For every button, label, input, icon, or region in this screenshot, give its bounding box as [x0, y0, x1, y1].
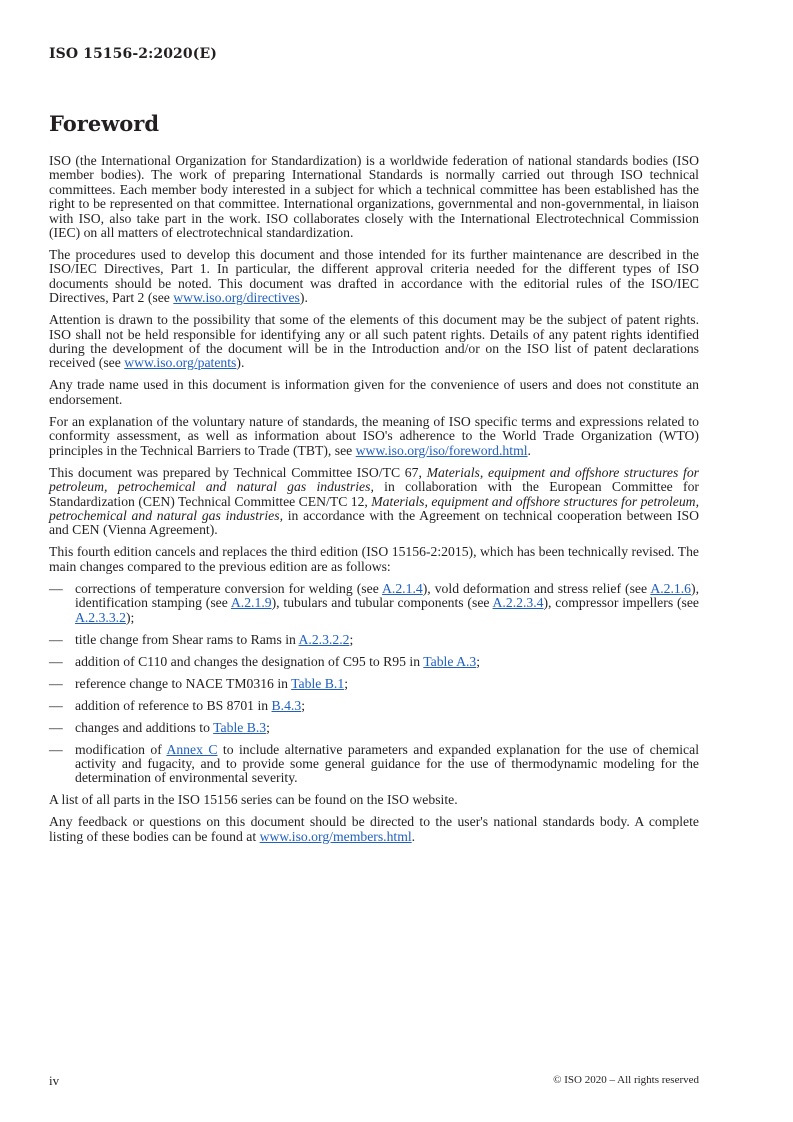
list-item: — addition of C110 and changes the designation of C95 to R95 in Table A.3;	[49, 653, 481, 669]
paragraph-trade-name: Any trade name used in this document is information given for the convenience of users and does not constitute an endorsement.	[49, 377, 699, 407]
link-table-a-3[interactable]: Table A.3	[423, 653, 477, 669]
copyright-notice: © ISO 2020 – All rights reserved	[553, 1074, 699, 1086]
list-item: — addition of reference to BS 8701 in B.4.3;	[49, 697, 306, 713]
list-item: — title change from Shear rams to Rams in A.2.3.2.2;	[49, 631, 354, 647]
paragraph-committee: This document was prepared by Technical Committee ISO/TC 67, Materials, equipment and offshore structures for petroleum, petrochemical and natural gas industries, in collaboration with the European Committee for Standardization (CEN) Technical Committee CEN/TC 12, Materials, equipment and offshore structures for petroleum, petrochemical and natural gas industries, in accordance with the Agreement on technical cooperation between ISO and CEN (Vienna Agreement).	[49, 464, 699, 538]
link-b-4-3[interactable]: B.4.3	[271, 697, 302, 713]
list-item: — reference change to NACE TM0316 in Table B.1;	[49, 675, 348, 691]
link-annex-c[interactable]: Annex C	[166, 741, 218, 757]
link-a-2-3-3-2[interactable]: A.2.3.3.2	[75, 609, 126, 625]
paragraph-procedures: The procedures used to develop this document and those intended for its further maintenance are described in the ISO/IEC Directives, Part 1. In particular, the different approval criteria needed for the different types of ISO documents should be noted. This document was drafted in accordance with the editorial rules of the ISO/IEC Directives, Part 2 (see www.iso.org/directives).	[49, 247, 699, 306]
paragraph-edition: This fourth edition cancels and replaces the third edition (ISO 15156-2:2015), which has been technically revised. The main changes compared to the previous edition are as follows:	[49, 544, 699, 574]
list-item: — modification of Annex C to include alternative parameters and expanded explanation for the use of chemical activity and fugacity, and to provide some general guidance for the use of thermodynamic modeling for the determination of environmental severity.	[49, 741, 700, 786]
link-directives[interactable]: www.iso.org/directives	[173, 290, 300, 306]
link-a-2-3-2-2[interactable]: A.2.3.2.2	[298, 631, 350, 647]
paragraph-patents: Attention is drawn to the possibility that some of the elements of this document may be the subject of patent rights. ISO shall not be held responsible for identifying any or all such patent rights. Details of any patent rights identified during the development of the document will be in the Introduction and/or on the ISO list of patent declarations received (see www.iso.org/patents).	[49, 312, 699, 371]
link-patents[interactable]: www.iso.org/patents	[124, 355, 237, 371]
paragraph-voluntary-nature: For an explanation of the voluntary nature of standards, the meaning of ISO specific terms and expressions related to conformity assessment, as well as information about ISO's adherence to the World Trade Organization (WTO) principles in the Technical Barriers to Trade (TBT), see www.iso.org/iso/foreword.html.	[49, 413, 699, 458]
document-id-header: ISO 15156-2:2020(E)	[49, 46, 217, 62]
link-a-2-1-6[interactable]: A.2.1.6	[650, 580, 692, 596]
list-item: — changes and additions to Table B.3;	[49, 719, 270, 735]
link-table-b-3[interactable]: Table B.3	[213, 719, 267, 735]
page-title: Foreword	[49, 111, 160, 136]
paragraph-series-list: A list of all parts in the ISO 15156 series can be found on the ISO website.	[49, 792, 458, 808]
link-a-2-1-9[interactable]: A.2.1.9	[230, 595, 272, 611]
foreword-body	[49, 154, 699, 852]
link-members[interactable]: www.iso.org/members.html	[259, 828, 412, 844]
paragraph-feedback: Any feedback or questions on this document should be directed to the user's national standards body. A complete listing of these bodies can be found at www.iso.org/members.html.	[49, 814, 699, 844]
link-table-b-1[interactable]: Table B.1	[291, 675, 345, 691]
link-foreword[interactable]: www.iso.org/iso/foreword.html	[355, 442, 528, 458]
link-a-2-1-4[interactable]: A.2.1.4	[382, 580, 423, 596]
list-item: — corrections of temperature conversion for welding (see A.2.1.4), vold deformation and stress relief (see A.2.1.6), identification stamping (see A.2.1.9), tubulars and tubular components (see A.2.2.3.4), compressor impellers (see A.2.3.3.2);	[49, 580, 699, 625]
link-a-2-2-3-4[interactable]: A.2.2.3.4	[492, 595, 544, 611]
changes-list	[49, 582, 699, 786]
page-number: iv	[49, 1073, 60, 1088]
paragraph-iso-intro: ISO (the International Organization for Standardization) is a worldwide federation of national standards bodies (ISO member bodies). The work of preparing International Standards is normally carried out through ISO technical committees. Each member body interested in a subject for which a technical committee has been established has the right to be represented on that committee. International organizations, governmental and non-governmental, in liaison with ISO, also take part in the work. ISO collaborates closely with the International Electrotechnical Commission (IEC) on all matters of electrotechnical standardization.	[49, 153, 699, 241]
